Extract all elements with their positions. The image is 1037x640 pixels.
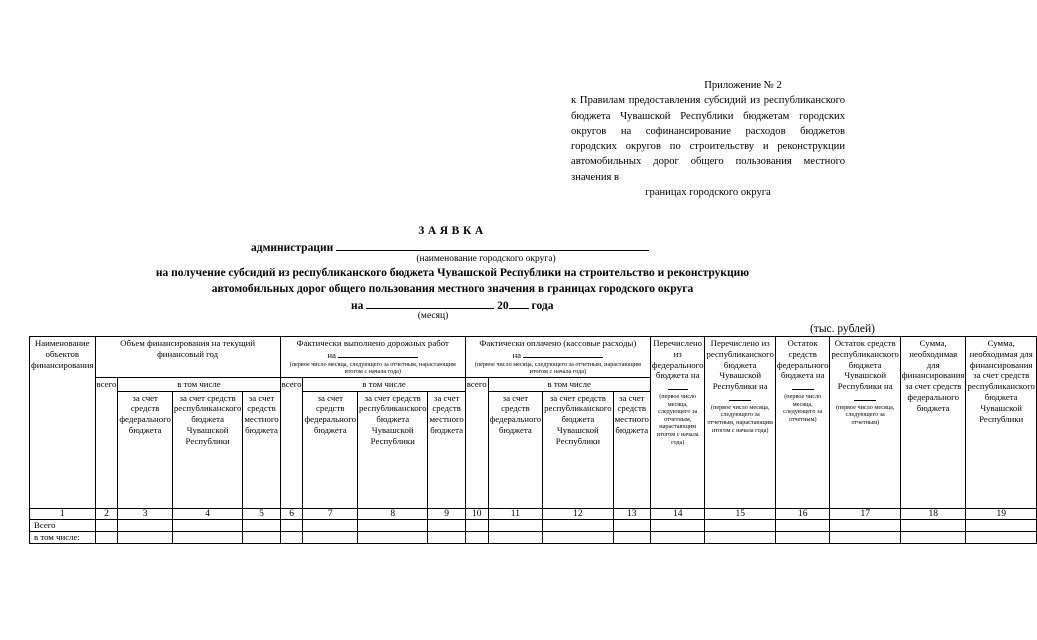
table-cell[interactable] [543, 532, 613, 544]
col-number: 13 [613, 508, 650, 520]
table-cell[interactable] [705, 520, 775, 532]
paid-local: за счет средств местного бюджета [613, 391, 650, 508]
table-cell[interactable] [118, 532, 173, 544]
col-number: 5 [243, 508, 280, 520]
table-cell[interactable] [465, 520, 488, 532]
header-paid-title: Фактически оплачено (кассовые расходы) [479, 338, 637, 348]
rest-rep-blank[interactable] [854, 392, 876, 401]
rest-fed-note: (первое число месяца, следующего за отчетным) [783, 392, 823, 423]
done-fed: за счет средств федерального бюджета [303, 391, 358, 508]
table-cell[interactable] [303, 532, 358, 544]
table-cell[interactable] [775, 532, 830, 544]
rest-rep-title: Остаток средств республиканского бюджета Чувашской Республики [831, 338, 899, 392]
admin-line [251, 240, 649, 254]
header-object-name: Наименование объектов финансирования [30, 337, 96, 509]
volume-rep: за счет средств республиканского бюджета Чувашской Республики [172, 391, 242, 508]
table-row [30, 532, 1037, 544]
col-number: 3 [118, 508, 173, 520]
table-cell[interactable] [488, 532, 543, 544]
rest-rep-on: на [884, 381, 893, 392]
col-number: 15 [705, 508, 775, 520]
table-cell[interactable] [358, 532, 428, 544]
paid-period-note: (первое число месяца, следующего за отчетным, нарастающим итогом с начала года) [474, 360, 641, 376]
appendix-tail: границах городского округа [645, 187, 771, 199]
year-blank[interactable] [509, 298, 529, 309]
volume-incl: в том числе [118, 377, 280, 391]
header-transfer-fed [650, 337, 705, 509]
col-number: 6 [280, 508, 303, 520]
header-done-title: Фактически выполнено дорожных работ [296, 338, 449, 348]
row-incl-label: в том числе: [30, 532, 96, 544]
table-cell[interactable] [280, 520, 303, 532]
table-cell[interactable] [465, 532, 488, 544]
table-cell[interactable] [488, 520, 543, 532]
table-cell[interactable] [966, 520, 1036, 532]
period-suffix: года [531, 300, 554, 312]
table-cell[interactable] [543, 520, 613, 532]
col-number: 18 [900, 508, 966, 520]
table-cell[interactable] [358, 520, 428, 532]
header-rest-rep [830, 337, 900, 509]
units-label: (тыс. рублей) [809, 323, 875, 335]
table-cell[interactable] [830, 520, 900, 532]
table-cell[interactable] [303, 520, 358, 532]
rest-fed-on: на [815, 370, 825, 381]
table-cell[interactable] [650, 532, 705, 544]
col-number: 19 [966, 508, 1036, 520]
col-number: 17 [830, 508, 900, 520]
transfer-rep-on: на [759, 381, 768, 392]
appendix-note [571, 78, 845, 200]
subtitle-line-1: на получение субсидий из республиканского бюджета Чувашской Республики на строительство и реконструкцию [155, 267, 750, 279]
paid-all: всего [465, 377, 488, 508]
transfer-fed-on: на [690, 370, 700, 381]
period-prefix: на [351, 300, 364, 312]
period-line [351, 298, 553, 312]
table-cell[interactable] [243, 520, 280, 532]
table-cell[interactable] [428, 532, 465, 544]
col-number: 7 [303, 508, 358, 520]
header-need-fed: Сумма, необходимая для финансирования за счет средств федерального бюджета [900, 337, 966, 509]
paid-on-prefix: на [512, 349, 522, 360]
table-row [30, 520, 1037, 532]
transfer-rep-note: (первое число месяца, следующего за отчетным, нарастающим итогом с начала года) [707, 403, 773, 434]
table-cell[interactable] [830, 532, 900, 544]
done-on-prefix: на [327, 349, 336, 360]
table-cell[interactable] [95, 520, 118, 532]
rest-rep-note: (первое число месяца, следующего за отчетным) [835, 403, 895, 426]
header-volume: Объем финансирования на текущий финансовый год [95, 337, 280, 378]
col-number: 14 [650, 508, 705, 520]
table-cell[interactable] [243, 532, 280, 544]
admin-label: администрации [251, 242, 334, 254]
subtitle-line-2: автомобильных дорог общего пользования местного значения в границах городского округа [211, 283, 694, 295]
paid-rep: за счет средств республиканского бюджета Чувашской Республики [543, 391, 613, 508]
table-cell[interactable] [705, 532, 775, 544]
row-total-label: Всего [30, 520, 96, 532]
table-cell[interactable] [95, 532, 118, 544]
table-cell[interactable] [280, 532, 303, 544]
col-number: 8 [358, 508, 428, 520]
paid-date-blank[interactable] [523, 349, 603, 358]
transfer-fed-blank[interactable] [668, 381, 688, 390]
rest-fed-blank[interactable] [792, 381, 814, 390]
table-cell[interactable] [613, 520, 650, 532]
year-prefix: 20 [497, 300, 509, 312]
done-all: всего [280, 377, 303, 508]
transfer-rep-blank[interactable] [729, 392, 751, 401]
header-done [280, 337, 465, 378]
table-cell[interactable] [172, 520, 242, 532]
done-period-note: (первое число месяца, следующего за отчетным, нарастающим итогом с начала года) [289, 360, 456, 376]
document-title: ЗАЯВКА [418, 225, 487, 237]
table-cell[interactable] [428, 520, 465, 532]
month-hint: (месяц) [417, 311, 449, 321]
header-rest-fed [775, 337, 830, 509]
table-cell[interactable] [900, 532, 966, 544]
transfer-fed-note: (первое число месяца, следующего за отчетным, нарастающим итогом с начала года) [656, 392, 699, 446]
table-cell[interactable] [172, 532, 242, 544]
column-numbers-row [30, 508, 1037, 520]
col-number: 11 [488, 508, 543, 520]
header-need-rep: Сумма, необходимая для финансирования за счет средств республиканского бюджета Чувашской Республики [966, 337, 1036, 509]
paid-fed: за счет средств федерального бюджета [488, 391, 543, 508]
table-cell[interactable] [900, 520, 966, 532]
col-number: 2 [95, 508, 118, 520]
col-number: 12 [543, 508, 613, 520]
header-transfer-rep [705, 337, 775, 509]
table-cell[interactable] [775, 520, 830, 532]
table-cell[interactable] [613, 532, 650, 544]
volume-local: за счет средств местного бюджета [243, 391, 280, 508]
month-blank[interactable] [366, 298, 494, 309]
col-number: 10 [465, 508, 488, 520]
rest-fed-title: Остаток средств федерального бюджета [776, 338, 829, 381]
table-cell[interactable] [118, 520, 173, 532]
admin-hint: (наименование городского округа) [416, 254, 556, 264]
col-number: 16 [775, 508, 830, 520]
done-rep: за счет средств республиканского бюджета Чувашской Республики [358, 391, 428, 508]
transfer-rep-title: Перечислено из республиканского бюджета Чувашской Республики [706, 338, 774, 392]
col-number: 9 [428, 508, 465, 520]
application-table [29, 336, 1037, 544]
paid-incl: в том числе [488, 377, 650, 391]
done-local: за счет средств местного бюджета [428, 391, 465, 508]
table-cell[interactable] [650, 520, 705, 532]
header-paid [465, 337, 650, 378]
col-number: 1 [30, 508, 96, 520]
volume-all: всего [95, 377, 118, 508]
volume-fed: за счет средств федерального бюджета [118, 391, 173, 508]
done-date-blank[interactable] [338, 349, 418, 358]
transfer-fed-title: Перечислено из федерального бюджета [651, 338, 704, 381]
done-incl: в том числе [303, 377, 465, 391]
appendix-heading: Приложение № 2 [704, 80, 782, 91]
admin-name-blank[interactable] [336, 240, 649, 251]
col-number: 4 [172, 508, 242, 520]
table-cell[interactable] [966, 532, 1036, 544]
appendix-body: к Правилам предоставления субсидий из республиканского бюджета Чувашской Республики бюджетам городских округов на софинансирование расходов бюджетов городских округов по строительству и реконструкции автомобильных дорог общего пользования местного значения в [571, 95, 845, 183]
